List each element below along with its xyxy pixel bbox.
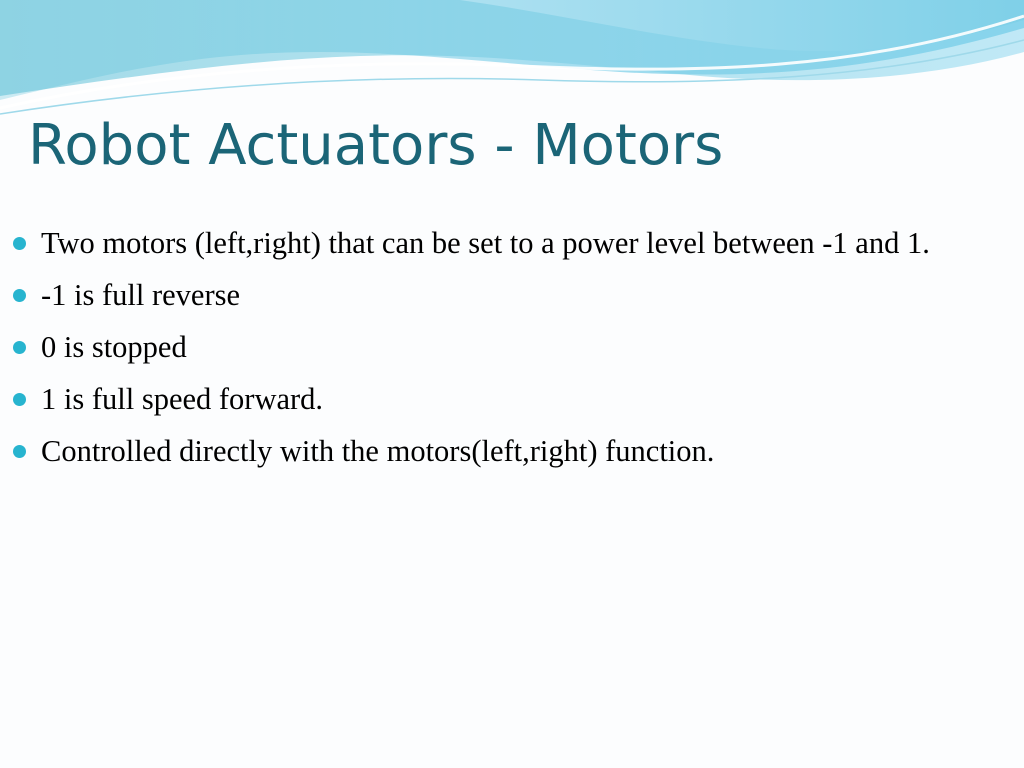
bullet-text: Two motors (left,right) that can be set to a power level between -1 and 1. [41, 226, 930, 260]
bullet-dot-icon [13, 393, 26, 406]
bullet-dot-icon [13, 445, 26, 458]
list-item [0, 429, 940, 473]
list-item [0, 325, 940, 369]
bullet-dot-icon [13, 289, 26, 302]
list-item [0, 273, 940, 317]
bullet-text: -1 is full reverse [41, 278, 241, 312]
list-item [0, 221, 940, 265]
bullet-text: 1 is full speed forward. [41, 382, 324, 416]
decorative-wave-header [0, 0, 1024, 120]
slide-title: Robot Actuators - Motors [28, 113, 724, 178]
bullet-list [0, 221, 940, 481]
bullet-text: 0 is stopped [41, 330, 187, 364]
bullet-dot-icon [13, 341, 26, 354]
bullet-dot-icon [13, 237, 26, 250]
bullet-text: Controlled directly with the motors(left,right) function. [41, 434, 715, 468]
list-item [0, 377, 940, 421]
